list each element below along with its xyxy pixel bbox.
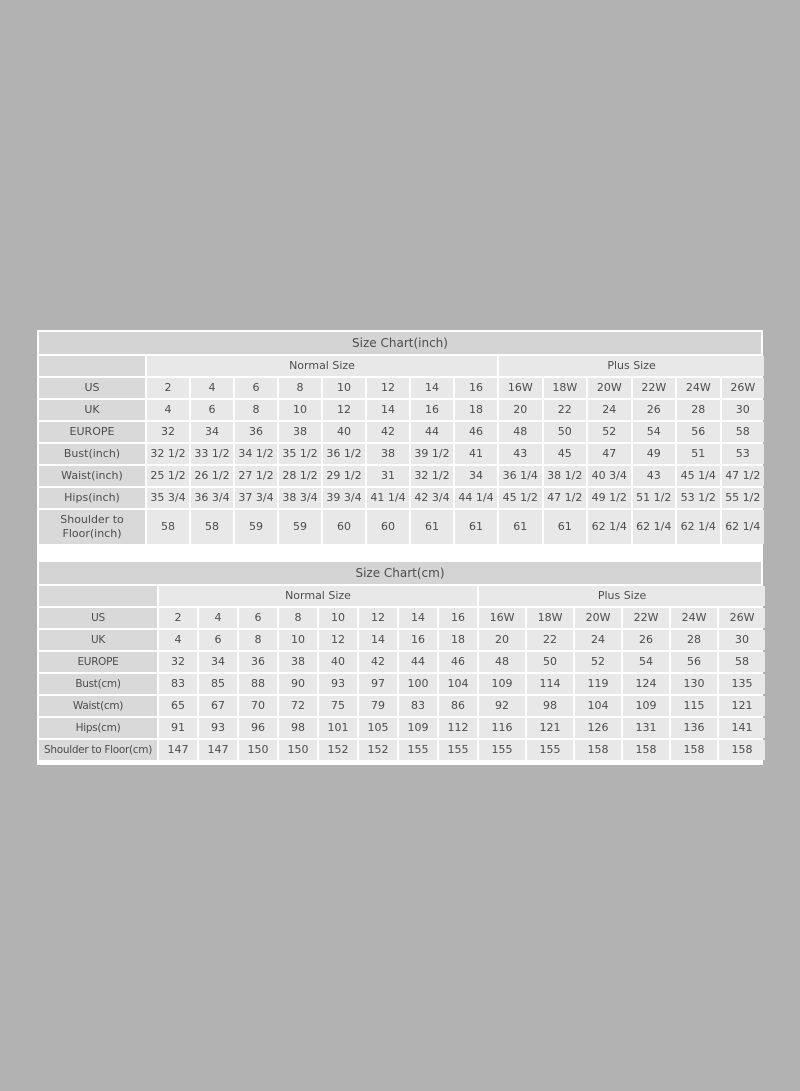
table-cell: 98 (527, 696, 573, 716)
table-cell: 44 (399, 652, 437, 672)
table-cell: 86 (439, 696, 477, 716)
table-cell: 43 (499, 444, 542, 464)
table-cell: 50 (544, 422, 587, 442)
size-chart-inch-section (39, 332, 761, 546)
table-cell: 32 (147, 422, 189, 442)
table-row (39, 488, 764, 508)
row-label: UK (39, 400, 145, 420)
column-group-header: Normal Size (159, 586, 477, 606)
table-cell: 6 (191, 400, 233, 420)
table-cell: 100 (399, 674, 437, 694)
table-cell: 58 (147, 510, 189, 544)
table-cell: 26W (722, 378, 765, 398)
table-row (39, 696, 765, 716)
table-cell: 40 (323, 422, 365, 442)
table-cell: 8 (235, 400, 277, 420)
table-cell: 44 1/4 (455, 488, 497, 508)
table-cell: 24 (575, 630, 621, 650)
table-cell: 60 (367, 510, 409, 544)
table-cell: 32 1/2 (147, 444, 189, 464)
table-cell: 62 1/4 (722, 510, 765, 544)
table-cell: 36 (239, 652, 277, 672)
table-cell: 16 (411, 400, 453, 420)
table-cell: 158 (719, 740, 765, 760)
table-cell: 41 1/4 (367, 488, 409, 508)
table-cell: 155 (527, 740, 573, 760)
table-cell: 36 1/2 (323, 444, 365, 464)
table-cell: 16W (499, 378, 542, 398)
table-cell: 48 (499, 422, 542, 442)
table-row (39, 608, 765, 628)
table-cell: 119 (575, 674, 621, 694)
table-cell: 28 1/2 (279, 466, 321, 486)
table-row (39, 652, 765, 672)
row-label: Waist(inch) (39, 466, 145, 486)
table-cell: 104 (575, 696, 621, 716)
table-cell: 12 (367, 378, 409, 398)
table-cell: 14 (411, 378, 453, 398)
table-cell: 2 (159, 608, 197, 628)
table-cell: 70 (239, 696, 277, 716)
table-cell: 36 (235, 422, 277, 442)
column-group-header: Plus Size (479, 586, 765, 606)
table-cell: 47 1/2 (544, 488, 587, 508)
table-cell: 39 3/4 (323, 488, 365, 508)
table-cell: 47 1/2 (722, 466, 765, 486)
row-label: Bust(inch) (39, 444, 145, 464)
column-group-header: Normal Size (147, 356, 497, 376)
table-cell: 53 (722, 444, 765, 464)
table-row (39, 466, 764, 486)
table-cell: 27 1/2 (235, 466, 277, 486)
table-cell: 28 (677, 400, 720, 420)
table-cell: 90 (279, 674, 317, 694)
table-cell: 61 (499, 510, 542, 544)
table-cell: 59 (235, 510, 277, 544)
table-cell: 116 (479, 718, 525, 738)
table-cell: 36 3/4 (191, 488, 233, 508)
table-cell: 56 (671, 652, 717, 672)
size-chart-inch-table (37, 354, 766, 546)
table-cell: 43 (633, 466, 676, 486)
table-cell: 18 (455, 400, 497, 420)
table-cell: 155 (439, 740, 477, 760)
table-cell: 29 1/2 (323, 466, 365, 486)
row-label: Shoulder to Floor(cm) (39, 740, 157, 760)
table-cell: 130 (671, 674, 717, 694)
corner-cell (39, 586, 157, 606)
table-cell: 42 (359, 652, 397, 672)
table-cell: 33 1/2 (191, 444, 233, 464)
table-cell: 158 (575, 740, 621, 760)
table-cell: 38 (367, 444, 409, 464)
table-cell: 26W (719, 608, 765, 628)
table-cell: 4 (147, 400, 189, 420)
table-cell: 92 (479, 696, 525, 716)
row-label: EUROPE (39, 422, 145, 442)
table-cell: 30 (719, 630, 765, 650)
table-cell: 136 (671, 718, 717, 738)
table-cell: 10 (279, 630, 317, 650)
table-cell: 8 (279, 608, 317, 628)
table-cell: 38 3/4 (279, 488, 321, 508)
row-label: Hips(cm) (39, 718, 157, 738)
table-cell: 18W (527, 608, 573, 628)
table-cell: 40 (319, 652, 357, 672)
table-cell: 20 (479, 630, 525, 650)
table-cell: 54 (633, 422, 676, 442)
table-cell: 14 (367, 400, 409, 420)
table-cell: 42 (367, 422, 409, 442)
table-cell: 46 (439, 652, 477, 672)
table-cell: 22 (527, 630, 573, 650)
table-cell: 38 (279, 652, 317, 672)
table-cell: 35 3/4 (147, 488, 189, 508)
table-cell: 61 (544, 510, 587, 544)
table-cell: 83 (159, 674, 197, 694)
table-cell: 67 (199, 696, 237, 716)
table-cell: 12 (319, 630, 357, 650)
table-cell: 32 (159, 652, 197, 672)
table-cell: 26 1/2 (191, 466, 233, 486)
table-cell: 48 (479, 652, 525, 672)
table-cell: 61 (411, 510, 453, 544)
table-cell: 42 3/4 (411, 488, 453, 508)
table-cell: 126 (575, 718, 621, 738)
table-cell: 22W (633, 378, 676, 398)
table-cell: 147 (199, 740, 237, 760)
table-cell: 16 (455, 378, 497, 398)
table-cell: 38 (279, 422, 321, 442)
row-label: Shoulder to Floor(inch) (39, 510, 145, 544)
table-cell: 6 (235, 378, 277, 398)
table-cell: 36 1/4 (499, 466, 542, 486)
table-cell: 34 1/2 (235, 444, 277, 464)
table-cell: 75 (319, 696, 357, 716)
row-label: Bust(cm) (39, 674, 157, 694)
table-cell: 40 3/4 (588, 466, 631, 486)
table-cell: 30 (722, 400, 765, 420)
table-cell: 31 (367, 466, 409, 486)
row-label: EUROPE (39, 652, 157, 672)
row-label: Hips(inch) (39, 488, 145, 508)
table-cell: 53 1/2 (677, 488, 720, 508)
table-cell: 93 (319, 674, 357, 694)
table-cell: 56 (677, 422, 720, 442)
table-row (39, 674, 765, 694)
table-cell: 51 (677, 444, 720, 464)
table-row (39, 400, 764, 420)
table-cell: 51 1/2 (633, 488, 676, 508)
table-cell: 109 (479, 674, 525, 694)
table-cell: 16 (439, 608, 477, 628)
table-cell: 20W (575, 608, 621, 628)
table-cell: 91 (159, 718, 197, 738)
table-cell: 135 (719, 674, 765, 694)
table-cell: 10 (279, 400, 321, 420)
table-cell: 72 (279, 696, 317, 716)
table-cell: 150 (239, 740, 277, 760)
table-row (39, 422, 764, 442)
table-cell: 4 (191, 378, 233, 398)
table-row (39, 444, 764, 464)
corner-cell (39, 356, 145, 376)
table-cell: 45 1/4 (677, 466, 720, 486)
table-cell: 8 (239, 630, 277, 650)
table-cell: 8 (279, 378, 321, 398)
table-cell: 45 1/2 (499, 488, 542, 508)
table-cell: 46 (455, 422, 497, 442)
size-chart-cm-section (39, 562, 761, 762)
table-row (39, 378, 764, 398)
table-cell: 62 1/4 (677, 510, 720, 544)
table-cell: 62 1/4 (633, 510, 676, 544)
table-cell: 14 (399, 608, 437, 628)
table-cell: 152 (319, 740, 357, 760)
table-cell: 28 (671, 630, 717, 650)
table-row (39, 718, 765, 738)
table-cell: 155 (479, 740, 525, 760)
table-cell: 155 (399, 740, 437, 760)
table-cell: 22W (623, 608, 669, 628)
table-cell: 61 (455, 510, 497, 544)
table-cell: 24 (588, 400, 631, 420)
table-cell: 114 (527, 674, 573, 694)
table-cell: 6 (199, 630, 237, 650)
table-cell: 59 (279, 510, 321, 544)
table-cell: 62 1/4 (588, 510, 631, 544)
table-cell: 38 1/2 (544, 466, 587, 486)
table-cell: 49 (633, 444, 676, 464)
table-cell: 131 (623, 718, 669, 738)
table-cell: 124 (623, 674, 669, 694)
table-cell: 45 (544, 444, 587, 464)
size-chart-cm-title: Size Chart(cm) (39, 562, 761, 584)
table-cell: 112 (439, 718, 477, 738)
table-cell: 16W (479, 608, 525, 628)
table-cell: 121 (527, 718, 573, 738)
row-label: Waist(cm) (39, 696, 157, 716)
row-label: UK (39, 630, 157, 650)
table-cell: 41 (455, 444, 497, 464)
row-label: US (39, 608, 157, 628)
table-cell: 109 (399, 718, 437, 738)
table-cell: 152 (359, 740, 397, 760)
table-cell: 18 (439, 630, 477, 650)
table-cell: 16 (399, 630, 437, 650)
table-cell: 12 (323, 400, 365, 420)
table-cell: 6 (239, 608, 277, 628)
table-cell: 12 (359, 608, 397, 628)
table-cell: 34 (455, 466, 497, 486)
table-cell: 35 1/2 (279, 444, 321, 464)
table-cell: 34 (191, 422, 233, 442)
table-cell: 50 (527, 652, 573, 672)
table-cell: 55 1/2 (722, 488, 765, 508)
table-cell: 37 3/4 (235, 488, 277, 508)
table-cell: 58 (722, 422, 765, 442)
table-cell: 20 (499, 400, 542, 420)
table-cell: 24W (671, 608, 717, 628)
table-cell: 4 (199, 608, 237, 628)
size-chart-panel (37, 330, 763, 765)
table-cell: 58 (191, 510, 233, 544)
table-cell: 47 (588, 444, 631, 464)
table-cell: 52 (575, 652, 621, 672)
table-row (39, 630, 765, 650)
table-cell: 26 (633, 400, 676, 420)
table-cell: 39 1/2 (411, 444, 453, 464)
table-cell: 85 (199, 674, 237, 694)
table-cell: 104 (439, 674, 477, 694)
size-chart-inch-title: Size Chart(inch) (39, 332, 761, 354)
table-cell: 101 (319, 718, 357, 738)
column-group-header: Plus Size (499, 356, 764, 376)
table-cell: 93 (199, 718, 237, 738)
table-cell: 10 (323, 378, 365, 398)
table-cell: 88 (239, 674, 277, 694)
table-cell: 26 (623, 630, 669, 650)
table-cell: 24W (677, 378, 720, 398)
table-cell: 97 (359, 674, 397, 694)
table-cell: 20W (588, 378, 631, 398)
group-header-row (39, 586, 765, 606)
table-cell: 147 (159, 740, 197, 760)
table-cell: 158 (623, 740, 669, 760)
group-header-row (39, 356, 764, 376)
table-cell: 98 (279, 718, 317, 738)
table-cell: 121 (719, 696, 765, 716)
table-cell: 25 1/2 (147, 466, 189, 486)
table-cell: 14 (359, 630, 397, 650)
table-row (39, 740, 765, 760)
table-cell: 96 (239, 718, 277, 738)
table-cell: 60 (323, 510, 365, 544)
table-cell: 22 (544, 400, 587, 420)
table-cell: 109 (623, 696, 669, 716)
table-cell: 52 (588, 422, 631, 442)
table-cell: 18W (544, 378, 587, 398)
row-label: US (39, 378, 145, 398)
table-cell: 115 (671, 696, 717, 716)
table-cell: 83 (399, 696, 437, 716)
table-cell: 10 (319, 608, 357, 628)
table-cell: 105 (359, 718, 397, 738)
table-cell: 158 (671, 740, 717, 760)
table-cell: 49 1/2 (588, 488, 631, 508)
table-cell: 34 (199, 652, 237, 672)
table-cell: 2 (147, 378, 189, 398)
table-row (39, 510, 764, 544)
table-cell: 79 (359, 696, 397, 716)
table-cell: 32 1/2 (411, 466, 453, 486)
table-cell: 65 (159, 696, 197, 716)
size-chart-cm-table (37, 584, 767, 762)
table-cell: 4 (159, 630, 197, 650)
table-cell: 150 (279, 740, 317, 760)
table-cell: 58 (719, 652, 765, 672)
table-cell: 44 (411, 422, 453, 442)
table-cell: 141 (719, 718, 765, 738)
table-cell: 54 (623, 652, 669, 672)
